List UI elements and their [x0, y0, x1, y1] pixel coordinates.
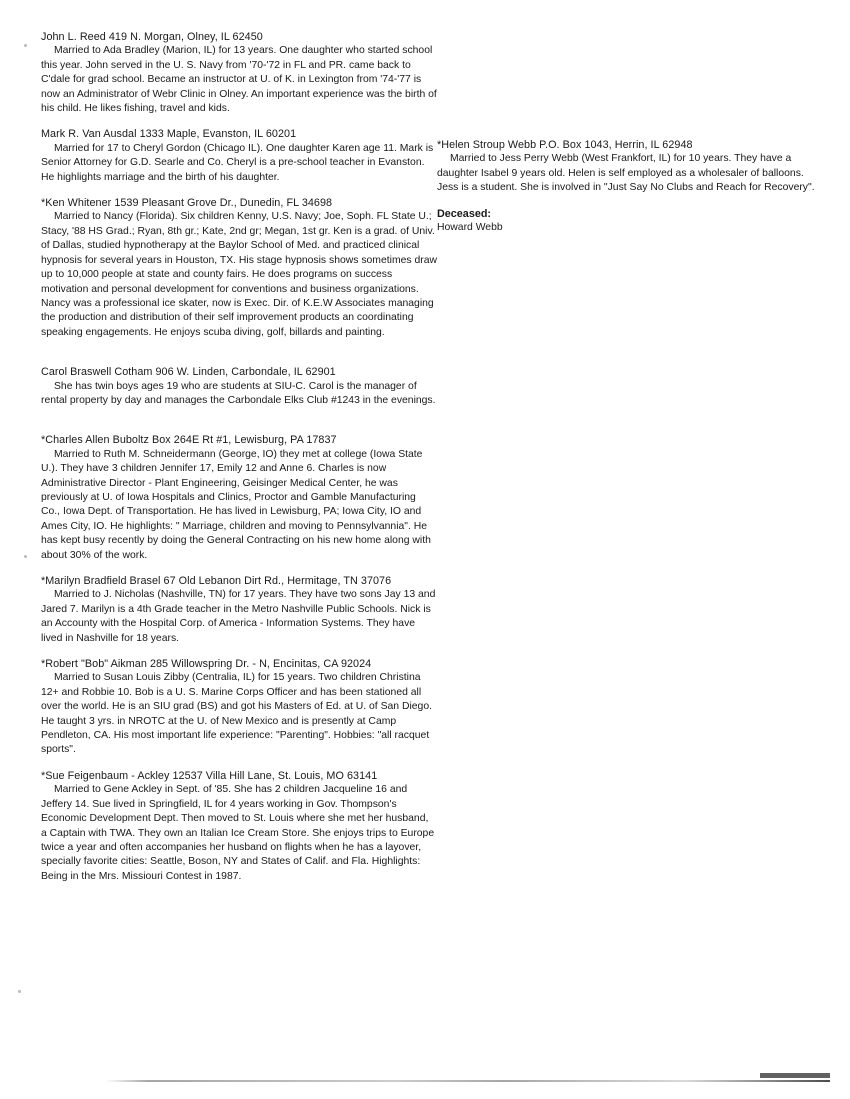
- entry-cotham: [41, 365, 437, 408]
- spacer: [41, 351, 437, 365]
- entry-header: *Robert "Bob" Aikman 285 Willowspring Dr. - N, Encinitas, CA 92024: [41, 658, 372, 671]
- entry-body: Married for 17 to Cheryl Gordon (Chicago IL). One daughter Karen age 11. Mark is Senior Attorney for G.D. Searle and Co. Cheryl is a pre-school teacher in Evanston. He highlights marriage and the birth of his daughter.: [41, 142, 434, 183]
- entry-whitener: [41, 196, 437, 340]
- entry-feigenbaum-ackley: [41, 769, 437, 884]
- entry-van-ausdal: [41, 127, 437, 185]
- spacer: [41, 419, 437, 433]
- entry-buboltz: [41, 433, 437, 563]
- entry-header: *Marilyn Bradfield Brasel 67 Old Lebanon Dirt Rd., Hermitage, TN 37076: [41, 575, 392, 587]
- scan-speck: [24, 555, 27, 558]
- entry-body: Married to Ada Bradley (Marion, IL) for 13 years. One daughter who started school this year. John served in the U. S. Navy from '70-'72 in FL and PR. came back to C'dale for grad school. Became an instructor at U. of K. in Lexington from '74-'77 is now an Administrator of Webr Clinic in Olney. An important experience was the birth of his child. He likes fishing, travel and kids.: [41, 45, 437, 115]
- right-column: [437, 138, 827, 235]
- entry-header: *Sue Feigenbaum - Ackley 12537 Villa Hill Lane, St. Louis, MO 63141: [41, 769, 378, 782]
- scan-artifact-line: [105, 1080, 830, 1082]
- entry-header: Mark R. Van Ausdal 1333 Maple, Evanston, IL 60201: [41, 128, 297, 141]
- scan-artifact-mark: [760, 1073, 830, 1078]
- left-column: [41, 30, 437, 895]
- entry-body: Married to J. Nicholas (Nashville, TN) for 17 years. They have two sons Jay 13 and Jared 7. Marilyn is a 4th Grade teacher in the Metro Nashville Public Schools. Nick is an Accounty with the Hospital Corp. of America - Information Systems. They have lived in Nashville for 18 years.: [41, 589, 436, 644]
- deceased-heading: Deceased:: [437, 207, 492, 220]
- entry-body: Married to Susan Louis Zibby (Centralia, IL) for 15 years. Two children Christina 12+ and Robbie 10. Bob is a U. S. Marine Corps Officer and has been stationed all over the world. He is an SIU grad (BS) and got his Masters of Ed. at U. of San Diego. He taught 3 yrs. in NROTC at the U. of New Mexico and is presently at Camp Pendleton, CA. His most important life experience: "Parenting". Hobbies: "all racquet sports".: [41, 672, 432, 756]
- entry-header: *Helen Stroup Webb P.O. Box 1043, Herrin, IL 62948: [437, 139, 693, 151]
- deceased-name: Howard Webb: [437, 222, 503, 234]
- entry-webb: [437, 138, 827, 196]
- scan-speck: [18, 990, 21, 993]
- entry-body: Married to Nancy (Florida). Six children Kenny, U.S. Navy; Joe, Soph. FL State U.; Stacy, '88 HS Grad.; Ryan, 8th gr.; Kate, 2nd gr; Megan, 1st gr. Ken is a grad. of Univ. of Dallas, studied hypnotherapy at the Baylor School of Med. and practiced clinical hypnosis for several years in Houston, TX. His stage hypnosis shows sometimes draw up to 10,000 people at state and county fairs. He does programs on success motivation and personal development for conventions and business organizations. Nancy was a professional ice skater, now is Exec. Dir. of K.E.W Associates managing the production and distribution of their self improvement products an coordinating speaking engagements. He enjoys scuba diving, golf, billards and painting.: [41, 211, 437, 338]
- entry-body: Married to Jess Perry Webb (West Frankfort, IL) for 10 years. They have a daughter Isabel 9 years old. Helen is self employed as a wholesaler of balloons. Jess is a student. She is involved in "Just Say No Clubs and Reach for Recovery".: [437, 153, 815, 194]
- entry-brasel: [41, 574, 437, 646]
- entry-header: *Charles Allen Buboltz Box 264E Rt #1, Lewisburg, PA 17837: [41, 434, 337, 447]
- entry-header: John L. Reed 419 N. Morgan, Olney, IL 62450: [41, 31, 263, 43]
- scan-speck: [24, 44, 27, 47]
- entry-body: Married to Gene Ackley in Sept. of '85. She has 2 children Jacqueline 16 and Jeffery 14. Sue lived in Springfield, IL for 4 years working in Gov. Thompson's Economic Development Dept. Then moved to St. Louis where she met her husband, a Captain with TWA. They own an Italian Ice Cream Store. She enjoys trips to Europe twice a year and often accompanies her husband on flights when he has a layover, specially favorite cities: Seattle, Boson, NY and States of Calif. and Fla. Highlights: Being in the Mrs. Missiouri Contest in 1987.: [41, 784, 435, 882]
- entry-header: Carol Braswell Cotham 906 W. Linden, Carbondale, IL 62901: [41, 366, 336, 379]
- entry-reed: [41, 30, 437, 116]
- entry-aikman: [41, 657, 437, 758]
- entry-body: She has twin boys ages 19 who are students at SIU-C. Carol is the manager of rental property by day and manages the Carbondale Elks Club #1243 in the evenings.: [41, 380, 436, 406]
- entry-header: *Ken Whitener 1539 Pleasant Grove Dr., Dunedin, FL 34698: [41, 197, 333, 210]
- entry-body: Married to Ruth M. Schneidermann (George, IO) they met at college (Iowa State U.). They have 3 children Jennifer 17, Emily 12 and Anne 6. Charles is now Administrative Director - Plant Engineering, Geisinger Medical Center, he was previously at U. of Iowa Hospitals and Clinics, Proctor and Gamble Manufacturing Co., Iowa Dept. of Transportation. He has lived in Lewisburg, PA; Iowa City, IO and Ames City, IO. He highlights: " Marriage, children and moving to Pennsylvannia". He has kept busy recently by doing the General Contracting on his new home along with about 30% of the work.: [41, 448, 431, 561]
